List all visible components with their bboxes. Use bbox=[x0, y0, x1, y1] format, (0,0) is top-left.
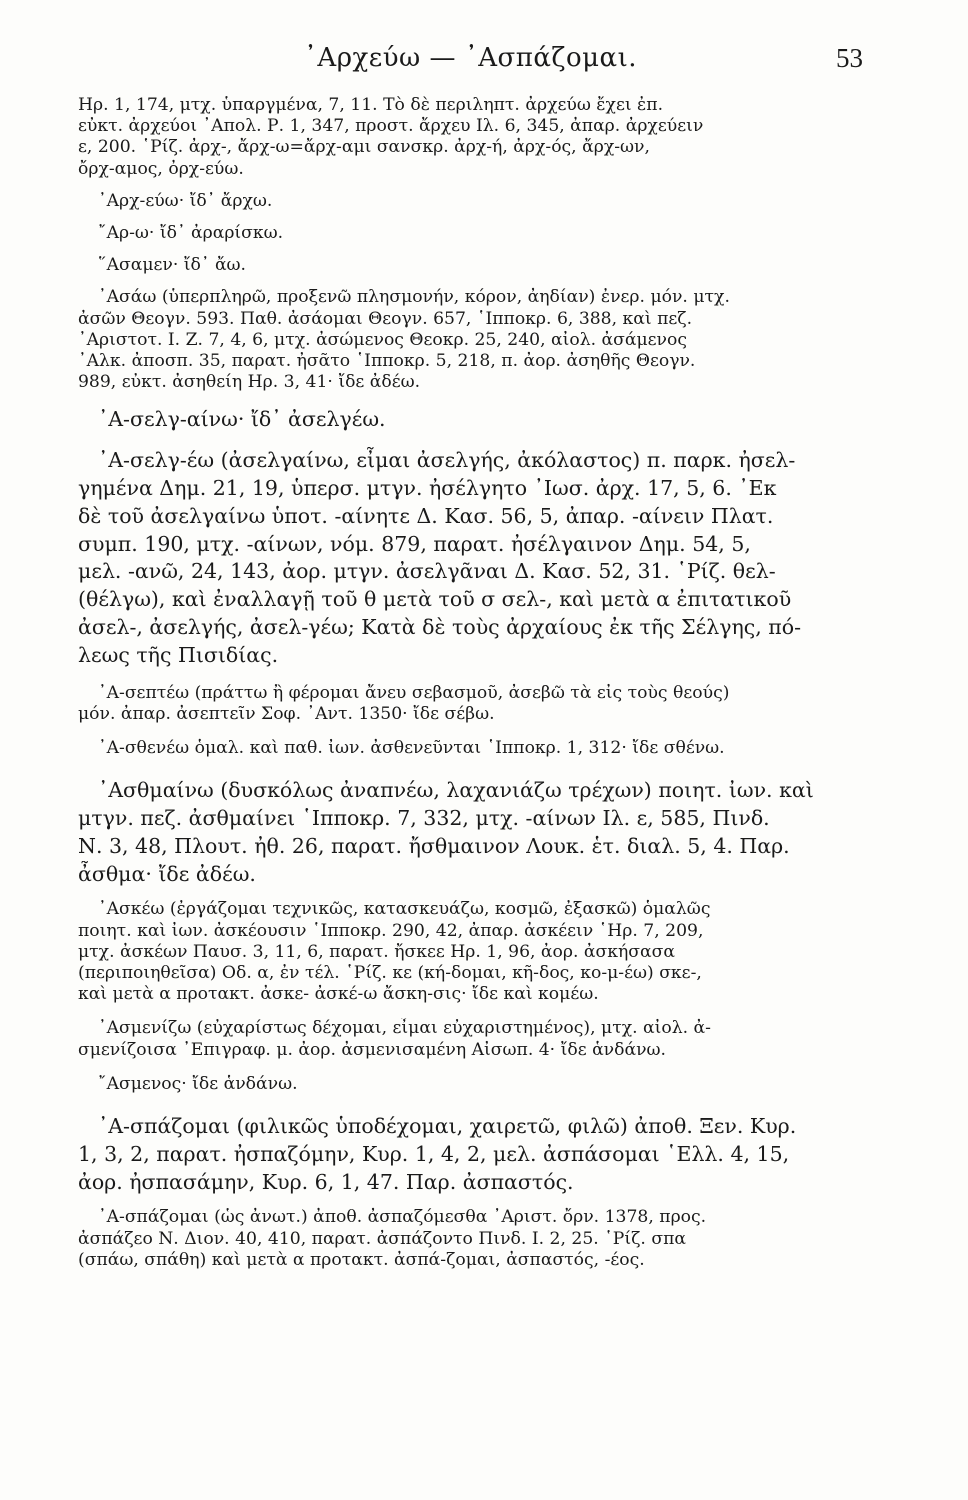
entry-line: γημένα Δημ. 21, 19, ὑπερσ. μτγν. ἠσέλγητο ᾿Ιωσ. ἀρχ. 17, 5, 6. ᾿Εκ bbox=[78, 476, 777, 501]
entry-line: ᾿Ασθμαίνω (δυσκόλως ἀναπνέω, λαχανιάζω τρέχων) ποιητ. ἰων. καὶ bbox=[98, 778, 814, 803]
entry-line: μτχ. ἀσκέων Παυσ. 3, 11, 6, παρατ. ἤσκεε Ηρ. 1, 96, ἀορ. ἀσκήσασα bbox=[78, 941, 675, 962]
entry-line: λεως τῆς Πισιδίας. bbox=[78, 642, 279, 667]
entry-aro bbox=[78, 223, 866, 244]
entry-line: ῞Ασαμεν· ἴδ᾽ ἄω. bbox=[98, 255, 247, 276]
entry-aselgaino bbox=[78, 406, 866, 434]
entry-line: σμενίζοισα ᾿Επιγραφ. μ. ἀορ. ἀσμενισαμένη Αἰσωπ. 4· ἴδε ἁνδάνω. bbox=[78, 1039, 667, 1060]
entry-line: ᾿Ασκέω (ἐργάζομαι τεχνικῶς, κατασκευάζω, κοσμῶ, ἐξασκῶ) ὁμαλῶς bbox=[98, 899, 711, 920]
entry-aspazomai-1 bbox=[78, 1113, 866, 1196]
entry-line: Ν. 3, 48, Πλουτ. ἠθ. 26, παρατ. ἤσθμαινον Λουκ. ἑτ. διαλ. 5, 4. Παρ. bbox=[78, 833, 790, 858]
entry-line: ἀσῶν Θεογν. 593. Παθ. ἀσάομαι Θεογν. 657, ῾Ιπποκρ. 6, 388, καὶ πεζ. bbox=[78, 308, 693, 329]
entry-line: ἀορ. ἠσπασάμην, Κυρ. 6, 1, 47. Παρ. ἀσπαστός. bbox=[78, 1169, 574, 1194]
entry-line: ἀσελ-, ἀσελγής, ἀσελ-γέω; Κατὰ δὲ τοὺς ἀρχαίους ἐκ τῆς Σέλγης, πό- bbox=[78, 615, 802, 640]
entry-line: καὶ μετὰ α προτακτ. ἀσκε- ἀσκέ-ω ἄσκη-σις· ἴδε καὶ κομέω. bbox=[78, 984, 599, 1005]
entry-line: δὲ τοῦ ἀσελγαίνω ὑποτ. -αίνητε Δ. Κασ. 56, 5, ἀπαρ. -αίνειν Πλατ. bbox=[78, 503, 774, 528]
entry-line: ῎Ασμενος· ἴδε ἁνδάνω. bbox=[98, 1073, 298, 1094]
entry-line: ᾿Ασμενίζω (εὐχαρίστως δέχομαι, εἶμαι εὐχαριστημένος), μτχ. αἰολ. ἀ- bbox=[98, 1018, 711, 1039]
entry-archeuo-intro bbox=[78, 95, 866, 180]
entry-line: ε, 200. ῾Ρίζ. ἀρχ-, ἄρχ-ω=ἄρχ-αμι σανσκρ. ἀρχ-ή, ἀρχ-ός, ἄρχ-ων, bbox=[78, 137, 650, 158]
entry-line: ᾿Ασάω (ὑπερπληρῶ, προξενῶ πλησμονήν, κόρον, ἀηδίαν) ἐνερ. μόν. μτχ. bbox=[98, 287, 730, 308]
entry-line: μελ. -ανῶ, 24, 143, ἀορ. μτγν. ἀσελγᾶναι Δ. Κασ. 52, 31. ῾Ρίζ. θελ- bbox=[78, 559, 776, 584]
entry-line: ᾿Α-σπάζομαι (φιλικῶς ὑποδέχομαι, χαιρετῶ, φιλῶ) ἀποθ. Ξεν. Κυρ. bbox=[98, 1114, 797, 1139]
entry-asepteo bbox=[78, 683, 866, 725]
entry-line: 1, 3, 2, παρατ. ἠσπαζόμην, Κυρ. 1, 4, 2, μελ. ἀσπάσομαι ῾Ελλ. 4, 15, bbox=[78, 1141, 790, 1166]
entry-line: ἆσθμα· ἴδε ἀδέω. bbox=[78, 861, 256, 886]
entry-line: ᾿Αρχ-εύω· ἴδ᾽ ἄρχω. bbox=[98, 190, 273, 211]
page-header bbox=[78, 38, 863, 78]
entry-line: ποιητ. καὶ ἰων. ἀσκέουσιν ῾Ιπποκρ. 290, 42, ἀπαρ. ἀσκέειν ῾Ηρ. 7, 209, bbox=[78, 920, 704, 941]
entry-line: (θέλγω), καὶ ἐναλλαγῇ τοῦ θ μετὰ τοῦ σ σελ-, καὶ μετὰ α ἐπιτατικοῦ bbox=[78, 587, 792, 612]
entry-line: ᾿Αλκ. ἀποσπ. 35, παρατ. ἠσᾶτο ῾Ιπποκρ. 5, 218, π. ἀορ. ἀσηθῆς Θεογν. bbox=[78, 351, 696, 372]
entry-line: ᾿Α-σθενέω ὁμαλ. καὶ παθ. ἰων. ἀσθενεῦνται ῾Ιπποκρ. 1, 312· ἴδε σθένω. bbox=[98, 738, 725, 759]
entry-line: ᾿Αριστοτ. Ι. Ζ. 7, 4, 6, μτχ. ἀσώμενος Θεοκρ. 25, 240, αἰολ. ἀσάμενος bbox=[78, 329, 687, 350]
entry-aspazomai-2 bbox=[78, 1207, 866, 1271]
entry-asmenos bbox=[78, 1074, 866, 1095]
entry-asthmaino bbox=[78, 777, 866, 888]
entry-line: ᾿Α-σπάζομαι (ὡς ἀνωτ.) ἀποθ. ἀσπαζόμεσθα ᾿Αριστ. ὄρν. 1378, προς. bbox=[98, 1207, 707, 1228]
entry-line: ᾿Α-σελγ-έω (ἀσελγαίνω, εἶμαι ἀσελγής, ἀκόλαστος) π. παρκ. ἠσελ- bbox=[98, 448, 796, 473]
running-head-title: ᾿Αρχεύω — ᾿Ασπάζομαι. bbox=[303, 43, 638, 73]
entry-line: εὐκτ. ἀρχεύοι ᾿Απολ. Ρ. 1, 347, προστ. ἄρχευ Ιλ. 6, 345, ἀπαρ. ἀρχεύειν bbox=[78, 116, 704, 137]
entry-line: 989, εὐκτ. ἀσηθείη Ηρ. 3, 41· ἴδε ἀδέω. bbox=[78, 372, 421, 393]
page-number: 53 bbox=[836, 43, 863, 73]
entry-archeuo bbox=[78, 191, 866, 212]
entry-line: ᾿Α-σεπτέω (πράττω ἢ φέρομαι ἄνευ σεβασμοῦ, ἀσεβῶ τὰ εἰς τοὺς θεούς) bbox=[98, 682, 730, 703]
entry-asao bbox=[78, 287, 866, 393]
entry-line: (περιποιηθεῖσα) Οδ. α, ἐν τέλ. ῾Ρίζ. κε (κή-δομαι, κῆ-δος, κο-μ-έω) σκε-, bbox=[78, 963, 702, 984]
entry-line: μτγν. πεζ. ἀσθμαίνει ῾Ιπποκρ. 7, 332, μτχ. -αίνων Ιλ. ε, 585, Πινδ. bbox=[78, 806, 770, 831]
dictionary-body bbox=[78, 95, 866, 1271]
entry-line: Ηρ. 1, 174, μτχ. ὑπαργμένα, 7, 11. Τὸ δὲ περιληπτ. ἀρχεύω ἔχει ἐπ. bbox=[78, 95, 664, 115]
entry-asamen bbox=[78, 255, 866, 276]
entry-line: ὄρχ-αμος, ὀρχ-εύω. bbox=[78, 158, 244, 179]
entry-askeo bbox=[78, 899, 866, 1005]
entry-line: (σπάω, σπάθη) καὶ μετὰ α προτακτ. ἀσπά-ζομαι, ἀσπαστός, -έος. bbox=[78, 1249, 645, 1270]
entry-line: ᾿Α-σελγ-αίνω· ἴδ᾽ ἀσελγέω. bbox=[98, 407, 386, 432]
entry-line: μόν. ἀπαρ. ἀσεπτεῖν Σοφ. ᾿Αντ. 1350· ἴδε σέβω. bbox=[78, 703, 495, 724]
entry-astheneo bbox=[78, 738, 866, 759]
entry-line: ῎Αρ-ω· ἴδ᾽ ἀραρίσκω. bbox=[98, 223, 284, 244]
entry-asmenizo bbox=[78, 1018, 866, 1060]
entry-line: συμπ. 190, μτχ. -αίνων, νόμ. 879, παρατ. ἠσέλγαινον Δημ. 54, 5, bbox=[78, 531, 751, 556]
entry-line: ἀσπάζεο Ν. Διον. 40, 410, παρατ. ἀσπάζοντο Πινδ. Ι. 2, 25. ῾Ρίζ. σπα bbox=[78, 1228, 686, 1249]
entry-aselgeo bbox=[78, 447, 866, 669]
